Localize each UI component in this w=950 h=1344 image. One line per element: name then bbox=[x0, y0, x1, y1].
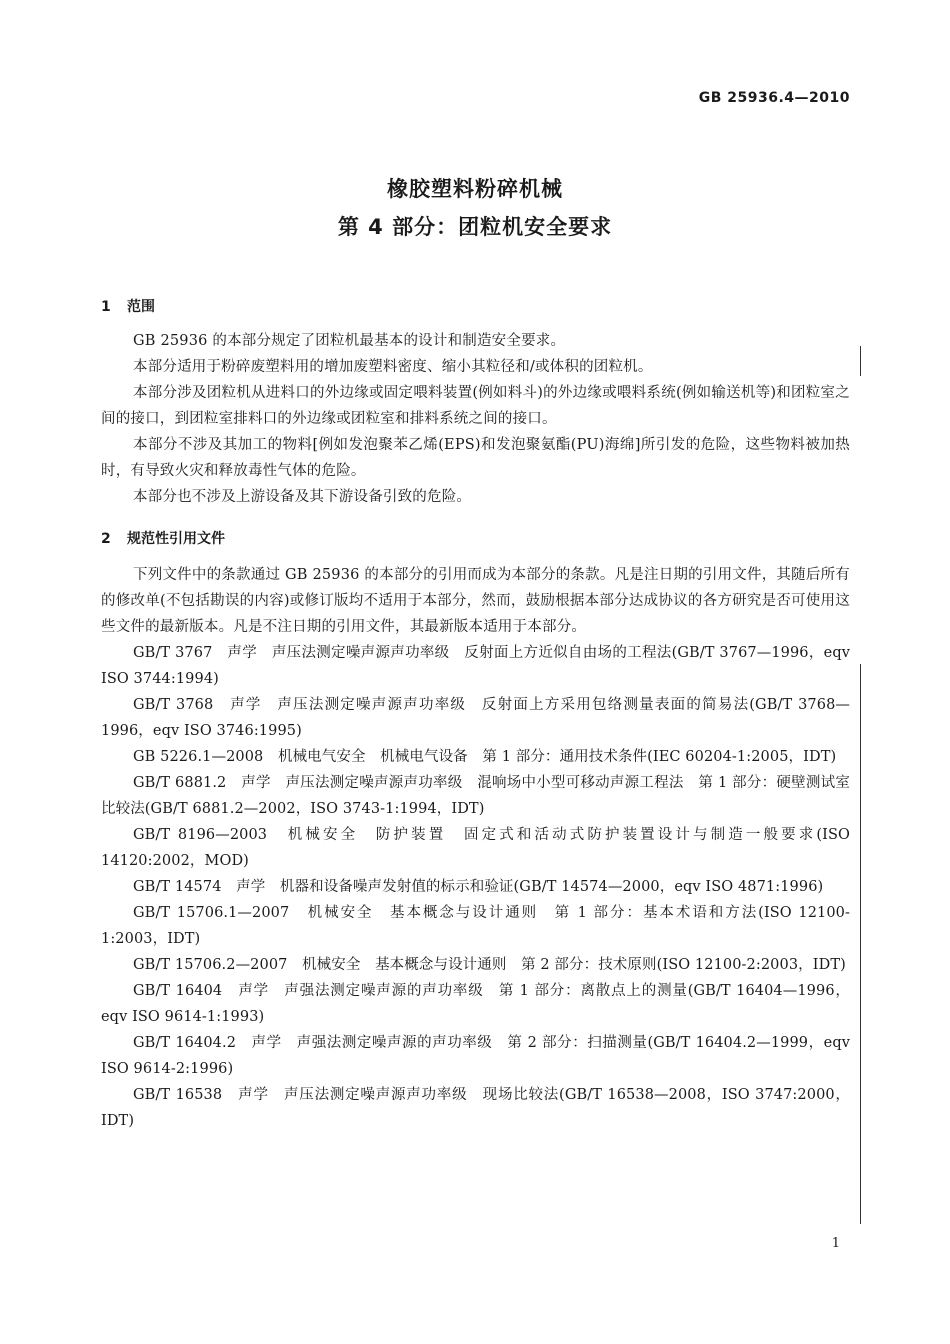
paragraph: 本部分涉及团粒机从进料口的外边缘或固定喂料装置(例如料斗)的外边缘或喂料系统(例如输送机等)和团粒室之间的接口，到团粒室排料口的外边缘或团粒室和排料系统之间的接口。 bbox=[101, 385, 850, 427]
reference-item: GB/T 16404.2 声学 声强法测定噪声源的声功率级 第 2 部分：扫描测量(GB/T 16404.2—1999，eqv ISO 9614-2:1996) bbox=[101, 1035, 850, 1077]
paragraph: 本部分也不涉及上游设备及其下游设备引致的危险。 bbox=[133, 489, 472, 505]
section-number: 1 bbox=[101, 299, 111, 315]
document-title: 橡胶塑料粉碎机械 bbox=[387, 177, 563, 201]
reference-item: GB/T 14574 声学 机器和设备噪声发射值的标示和验证(GB/T 14574—2000，eqv ISO 4871:1996) bbox=[133, 879, 824, 895]
page-number: 1 bbox=[831, 1236, 840, 1251]
paragraph: 本部分适用于粉碎废塑料用的增加废塑料密度、缩小其粒径和/或体积的团粒机。 bbox=[133, 359, 653, 375]
section-1-body bbox=[101, 328, 850, 510]
paragraph: GB 25936 的本部分规定了团粒机最基本的设计和制造安全要求。 bbox=[133, 333, 566, 349]
reference-item: GB/T 6881.2 声学 声压法测定噪声源声功率级 混响场中小型可移动声源工程法 第 1 部分：硬壁测试室比较法(GB/T 6881.2—2002，ISO 3743-1:1994，IDT) bbox=[101, 775, 850, 817]
document-subtitle: 第 4 部分：团粒机安全要求 bbox=[337, 215, 613, 239]
section-2-heading bbox=[101, 528, 225, 548]
paragraph: 本部分不涉及其加工的物料[例如发泡聚苯乙烯(EPS)和发泡聚氨酯(PU)海绵]所引发的危险，这些物料被加热时，有导致火灾和释放毒性气体的危险。 bbox=[101, 437, 850, 479]
reference-item: GB/T 3767 声学 声压法测定噪声源声功率级 反射面上方近似自由场的工程法(GB/T 3767—1996，eqv ISO 3744:1994) bbox=[101, 645, 850, 687]
change-bar bbox=[860, 346, 861, 376]
section-title: 范围 bbox=[127, 299, 155, 315]
reference-item: GB/T 8196—2003 机械安全 防护装置 固定式和活动式防护装置设计与制造一般要求(ISO 14120:2002，MOD) bbox=[101, 827, 850, 869]
reference-item: GB 5226.1—2008 机械电气安全 机械电气设备 第 1 部分：通用技术条件(IEC 60204-1:2005，IDT) bbox=[133, 749, 837, 765]
intro-paragraph: 下列文件中的条款通过 GB 25936 的本部分的引用而成为本部分的条款。凡是注日期的引用文件，其随后所有的修改单(不包括勘误的内容)或修订版均不适用于本部分，然而，鼓励根据本部分达成协议的各方研究是否可使用这些文件的最新版本。凡是不注日期的引用文件，其最新版本适用于本部分。 bbox=[101, 567, 850, 635]
section-2-body bbox=[101, 562, 850, 1134]
section-title: 规范性引用文件 bbox=[127, 531, 225, 547]
reference-item: GB/T 16538 声学 声压法测定噪声源声功率级 现场比较法(GB/T 16538—2008，ISO 3747:2000，IDT) bbox=[101, 1087, 850, 1129]
section-number: 2 bbox=[101, 531, 111, 547]
reference-item: GB/T 15706.2—2007 机械安全 基本概念与设计通则 第 2 部分：技术原则(ISO 12100-2:2003，IDT) bbox=[133, 957, 846, 973]
reference-item: GB/T 16404 声学 声强法测定噪声源的声功率级 第 1 部分：离散点上的测量(GB/T 16404—1996，eqv ISO 9614-1:1993) bbox=[101, 983, 850, 1025]
change-bar bbox=[860, 664, 861, 1224]
reference-item: GB/T 15706.1—2007 机械安全 基本概念与设计通则 第 1 部分：基本术语和方法(ISO 12100-1:2003，IDT) bbox=[101, 905, 850, 947]
reference-item: GB/T 3768 声学 声压法测定噪声源声功率级 反射面上方采用包络测量表面的简易法(GB/T 3768—1996，eqv ISO 3746:1995) bbox=[101, 697, 850, 739]
standard-code: GB 25936.4—2010 bbox=[698, 90, 850, 106]
section-1-heading bbox=[101, 296, 155, 316]
